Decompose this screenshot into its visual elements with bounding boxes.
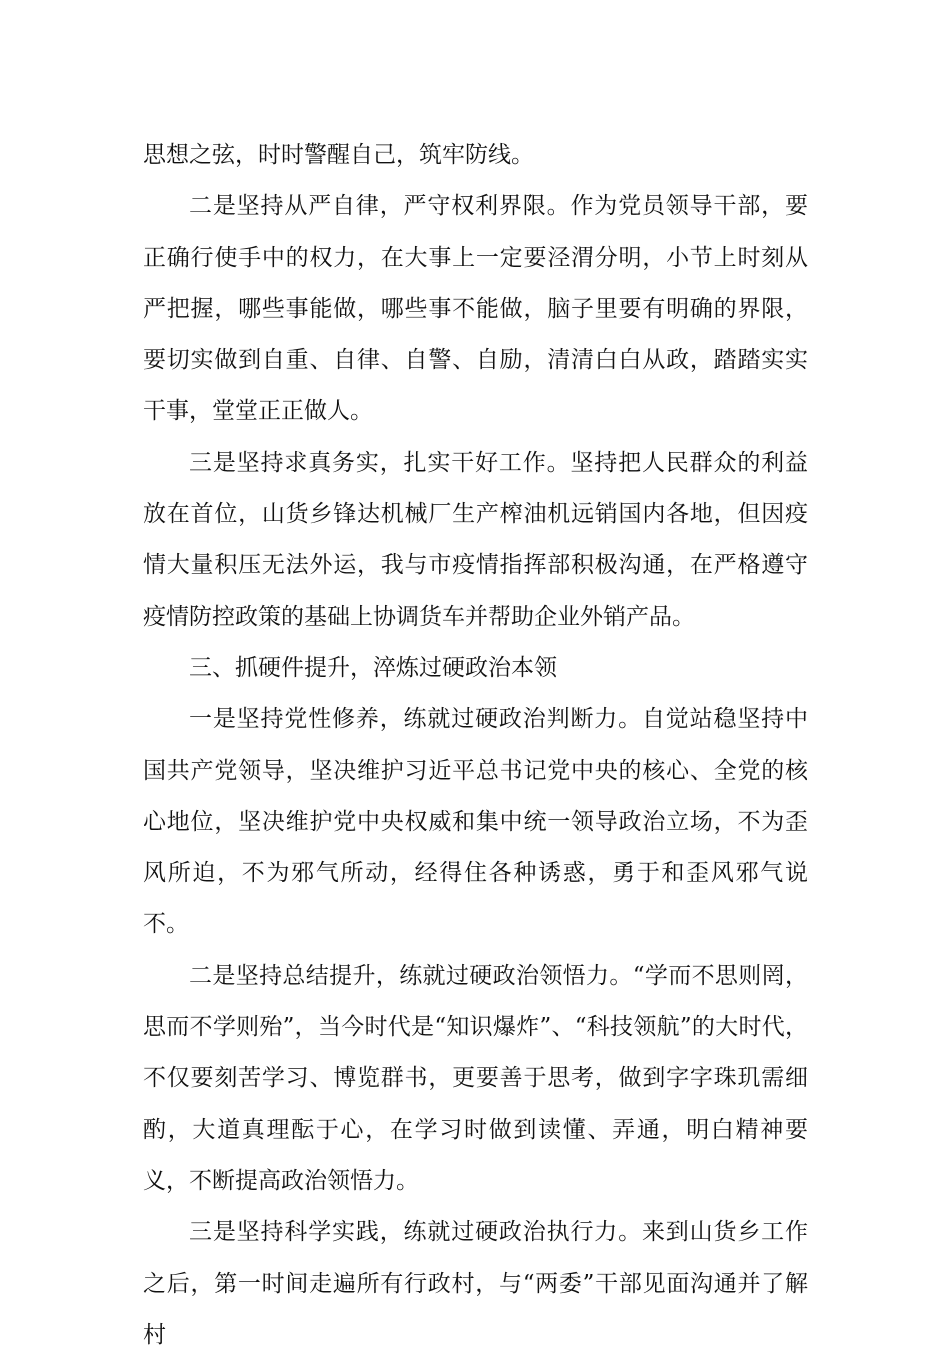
paragraph-5: 二是坚持总结提升，练就过硬政治领悟力。“学而不思则罔，思而不学则殆”，当今时代是“知识爆炸”、“科技领航”的大时代，不仅要刻苦学习、博览群书，更要善于思考，做到字字珠玑需细酌，大道真理酝于心，在学习时做到读懂、弄通，明白精神要义，不断提高政治领悟力。 bbox=[143, 962, 808, 1194]
section-heading: 三、抓硬件提升，淬炼过硬政治本领 bbox=[189, 654, 557, 681]
paragraph-4: 一是坚持党性修养，练就过硬政治判断力。自觉站稳坚持中国共产党领导，坚决维护习近平总书记党中央的核心、全党的核心地位，坚决维护党中央权威和集中统一领导政治立场，不为歪风所迫，不为邪气所动，经得住各种诱惑，勇于和歪风邪气说不。 bbox=[143, 706, 808, 938]
paragraph-1: 思想之弦，时时警醒自己，筑牢防线。 bbox=[143, 142, 534, 168]
paragraph-6: 三是坚持科学实践，练就过硬政治执行力。来到山货乡工作之后，第一时间走遍所有行政村，与“两委”干部见面沟通并了解村 bbox=[143, 1219, 808, 1348]
document-body bbox=[143, 130, 808, 1361]
paragraph-2: 二是坚持从严自律，严守权利界限。作为党员领导干部，要正确行使手中的权力，在大事上一定要泾渭分明，小节上时刻从严把握，哪些事能做，哪些事不能做，脑子里要有明确的界限，要切实做到自重、自律、自警、自励，清清白白从政，踏踏实实干事，堂堂正正做人。 bbox=[143, 193, 808, 425]
paragraph-3: 三是坚持求真务实，扎实干好工作。坚持把人民群众的利益放在首位，山货乡锋达机械厂生产榨油机远销国内各地，但因疫情大量积压无法外运，我与市疫情指挥部积极沟通，在严格遵守疫情防控政策的基础上协调货车并帮助企业外销产品。 bbox=[143, 449, 808, 630]
